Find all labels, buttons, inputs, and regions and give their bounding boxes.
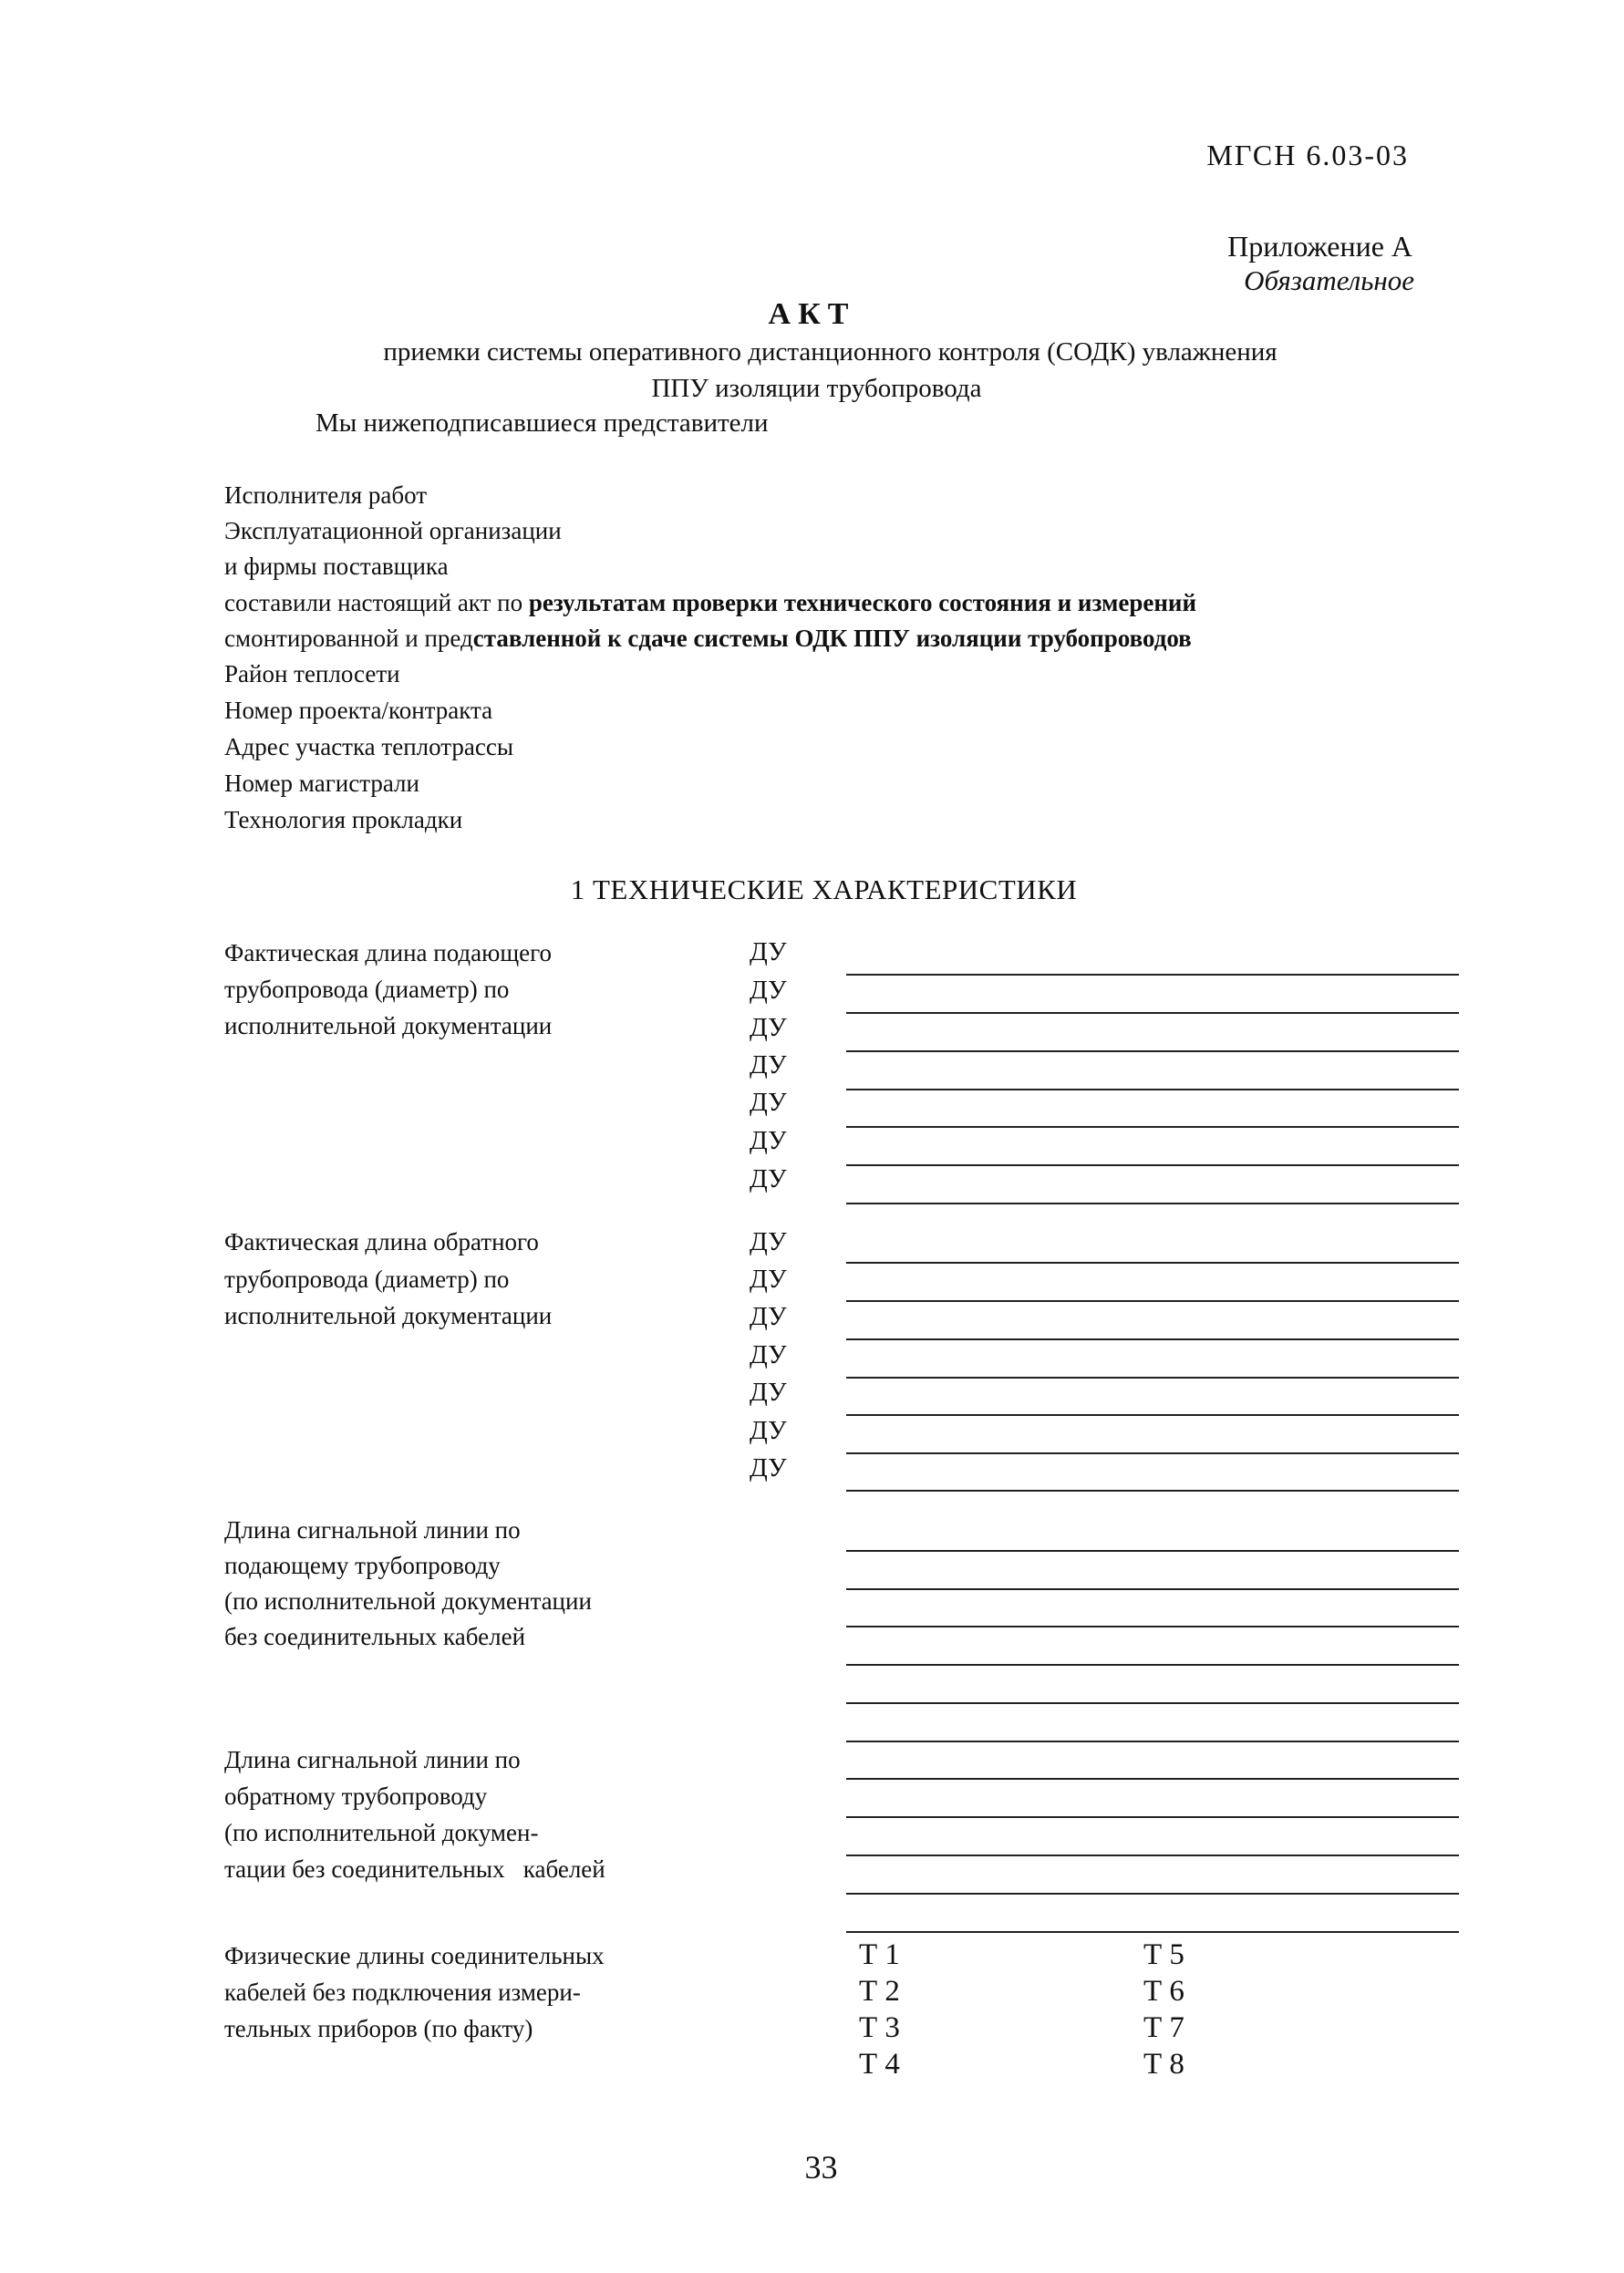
field-operator: Эксплуатационной организации (224, 517, 562, 544)
document-code: МГСН 6.03-03 (1206, 139, 1409, 171)
cable-t6: Т 6 (1143, 1975, 1184, 2008)
supply-du-1: ДУ (750, 937, 787, 966)
return-du-7: ДУ (750, 1453, 787, 1483)
intro-text: Мы нижеподписавшиеся представители (315, 408, 769, 438)
fill-line (846, 974, 1459, 976)
cable-t1: Т 1 (859, 1938, 900, 1971)
signal-supply-label-2: подающему трубопроводу (224, 1552, 501, 1579)
fill-line (846, 1452, 1459, 1454)
cable-t2: Т 2 (859, 1975, 900, 2008)
fill-line (846, 1377, 1459, 1379)
fill-line (846, 1300, 1459, 1302)
fill-line (846, 1262, 1459, 1264)
fill-line (846, 1550, 1459, 1552)
cables-label-3: тельных приборов (по факту) (224, 2015, 533, 2042)
fill-line (846, 1778, 1459, 1780)
fill-line (846, 1089, 1459, 1090)
supply-label-1: Фактическая длина подающего (224, 939, 552, 966)
act-subtitle-line2: ППУ изоляции трубопровода (651, 374, 982, 403)
field-address: Адрес участка теплотрассы (224, 733, 513, 760)
fill-line (846, 1893, 1459, 1895)
signal-supply-label-1: Длина сигнальной линии по (224, 1516, 521, 1544)
act-subtitle-line1: приемки системы оперативного дистанционного контроля (СОДК) увлажнения (383, 337, 1277, 367)
supply-label-3: исполнительной документации (224, 1012, 553, 1039)
signal-return-label-1: Длина сигнальной линии по (224, 1746, 521, 1773)
return-du-1: ДУ (750, 1227, 787, 1256)
fill-line (846, 1588, 1459, 1590)
field-district: Район теплосети (224, 660, 400, 687)
fill-line (846, 1855, 1459, 1856)
fill-line (846, 1931, 1459, 1933)
cable-t5: Т 5 (1143, 1938, 1184, 1971)
return-du-4: ДУ (750, 1340, 787, 1369)
statement-line2: смонтированной и представленной к сдаче системы ОДК ППУ изоляции трубопроводов (224, 625, 1192, 652)
fill-line (846, 1012, 1459, 1014)
statement-line1: составили настоящий акт по результатам проверки технического состояния и измерений (224, 589, 1197, 616)
supply-du-6: ДУ (750, 1126, 787, 1155)
fill-line (846, 1414, 1459, 1416)
cables-label-1: Физические длины соединительных (224, 1942, 605, 1969)
cable-t3: Т 3 (859, 2011, 900, 2044)
supply-du-3: ДУ (750, 1013, 787, 1042)
field-project: Номер проекта/контракта (224, 697, 493, 724)
return-label-2: трубопровода (диаметр) по (224, 1266, 510, 1293)
appendix-status: Обязательное (1244, 264, 1414, 296)
signal-return-label-3: (по исполнительной докумен- (224, 1819, 539, 1846)
supply-du-2: ДУ (750, 976, 787, 1005)
cable-t7: Т 7 (1143, 2011, 1184, 2044)
signal-return-label-4: тации без соединительных кабелей (224, 1855, 605, 1883)
signal-return-label-2: обратному трубопроводу (224, 1782, 488, 1810)
fill-line (846, 1164, 1459, 1166)
fill-line (846, 1626, 1459, 1627)
field-executor: Исполнителя работ (224, 481, 428, 509)
cable-t8: Т 8 (1143, 2048, 1184, 2081)
fill-line (846, 1664, 1459, 1666)
supply-du-7: ДУ (750, 1164, 787, 1193)
signal-supply-label-4: без соединительных кабелей (224, 1623, 526, 1650)
fill-line (846, 1203, 1459, 1204)
supply-du-5: ДУ (750, 1088, 787, 1117)
fill-line (846, 1338, 1459, 1340)
return-label-1: Фактическая длина обратного (224, 1228, 539, 1255)
cables-label-2: кабелей без подключения измери- (224, 1979, 581, 2006)
section-title: 1 ТЕХНИЧЕСКИЕ ХАРАКТЕРИСТИКИ (570, 873, 1078, 905)
return-du-6: ДУ (750, 1416, 787, 1445)
return-du-5: ДУ (750, 1378, 787, 1407)
field-technology: Технология прокладки (224, 806, 463, 833)
signal-supply-label-3: (по исполнительной документации (224, 1587, 592, 1615)
supply-label-2: трубопровода (диаметр) по (224, 976, 510, 1003)
supply-du-4: ДУ (750, 1050, 787, 1080)
fill-line (846, 1741, 1459, 1742)
fill-line (846, 1490, 1459, 1492)
field-supplier: и фирмы поставщика (224, 553, 449, 580)
page-number: 33 (804, 2149, 838, 2185)
fill-line (846, 1126, 1459, 1128)
act-heading: АКТ (768, 297, 856, 331)
cable-t4: Т 4 (859, 2048, 900, 2081)
appendix-label: Приложение А (1227, 230, 1412, 263)
fill-line (846, 1050, 1459, 1052)
return-label-3: исполнительной документации (224, 1302, 553, 1329)
field-main-number: Номер магистрали (224, 770, 419, 797)
return-du-3: ДУ (750, 1302, 787, 1331)
fill-line (846, 1816, 1459, 1818)
fill-line (846, 1702, 1459, 1704)
return-du-2: ДУ (750, 1265, 787, 1294)
